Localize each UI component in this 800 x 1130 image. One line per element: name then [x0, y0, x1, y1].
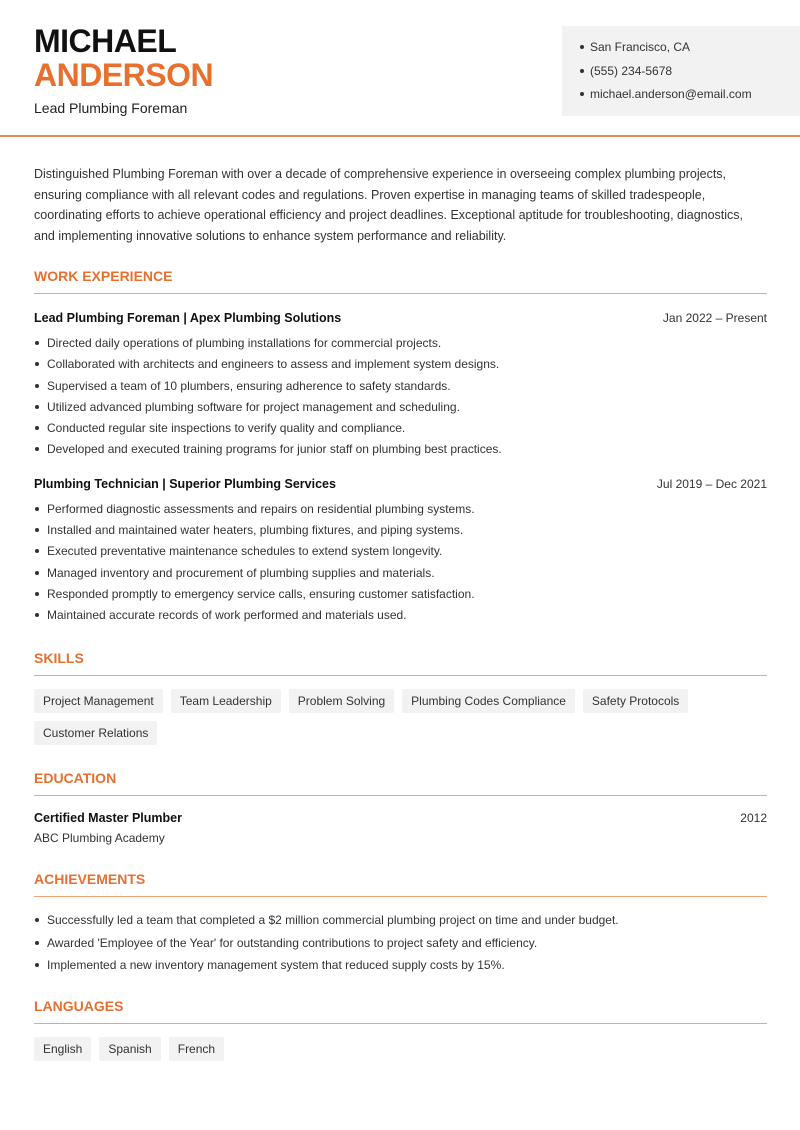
education-year: 2012 — [740, 811, 767, 825]
job-bullets — [34, 336, 767, 464]
skill-tag: Plumbing Codes Compliance — [402, 689, 575, 713]
section-title: SKILLS — [34, 648, 767, 676]
section-title: EDUCATION — [34, 768, 767, 796]
contact-location: San Francisco, CA — [580, 39, 800, 63]
list-item: Maintained accurate records of work performed and materials used. — [34, 608, 767, 629]
contact-box — [562, 26, 800, 116]
job-dates: Jul 2019 – Dec 2021 — [656, 476, 767, 491]
job-header — [34, 476, 767, 502]
education-school: ABC Plumbing Academy — [34, 831, 165, 845]
list-item: Awarded 'Employee of the Year' for outstanding contributions to project safety and efficiency. — [34, 936, 767, 959]
achievements-section — [34, 869, 767, 981]
list-item: Utilized advanced plumbing software for project management and scheduling. — [34, 400, 767, 421]
first-name: MICHAEL — [34, 23, 177, 59]
education-row — [34, 811, 767, 831]
list-item: Installed and maintained water heaters, plumbing fixtures, and piping systems. — [34, 523, 767, 544]
job-dates: Jan 2022 – Present — [662, 311, 767, 325]
list-item: Performed diagnostic assessments and repairs on residential plumbing systems. — [34, 502, 767, 523]
list-item: Developed and executed training programs for junior staff on plumbing best practices. — [34, 442, 767, 463]
skill-tag: Project Management — [34, 689, 163, 713]
contact-email[interactable]: michael.anderson@email.com — [580, 86, 800, 110]
summary-text: Distinguished Plumbing Foreman with over a decade of comprehensive experience in overseeing complex plumbing projects, ensuring compliance with all relevant codes and regulations. Proven expertise in managing teams of skilled tradespeople, coordinating efforts to achieve operational efficiency and project deadlines. Exceptional aptitude for troubleshooting, diagnostics, and implementing innovative solutions to enhance system performance and reliability. — [34, 167, 744, 244]
job-entry — [34, 310, 767, 464]
list-item: Conducted regular site inspections to verify quality and compliance. — [34, 421, 767, 442]
list-item: Implemented a new inventory management system that reduced supply costs by 15%. — [34, 958, 767, 981]
resume-header — [0, 0, 800, 137]
work-experience-section — [34, 266, 767, 630]
list-item: Collaborated with architects and engineers to assess and implement system designs. — [34, 357, 767, 378]
list-item: Directed daily operations of plumbing installations for commercial projects. — [34, 336, 767, 357]
list-item: Responded promptly to emergency service calls, ensuring customer satisfaction. — [34, 587, 767, 608]
section-title: ACHIEVEMENTS — [34, 869, 767, 897]
skill-tag: Team Leadership — [171, 689, 281, 713]
language-tag: Spanish — [99, 1037, 160, 1061]
contact-phone: (555) 234-5678 — [580, 63, 800, 87]
skill-tags — [34, 689, 767, 745]
job-role: Plumbing Technician | Superior Plumbing Services — [34, 476, 336, 491]
summary-block — [34, 164, 767, 247]
job-header — [34, 310, 767, 336]
skills-section — [34, 648, 767, 745]
education-section — [34, 768, 767, 845]
job-role: Lead Plumbing Foreman | Apex Plumbing Solutions — [34, 311, 342, 325]
skill-tag: Problem Solving — [289, 689, 394, 713]
section-title: LANGUAGES — [34, 996, 767, 1024]
language-tag: French — [169, 1037, 224, 1061]
languages-section — [34, 996, 767, 1061]
list-item: Supervised a team of 10 plumbers, ensuring adherence to safety standards. — [34, 379, 767, 400]
skill-tag: Customer Relations — [34, 721, 157, 745]
achievement-list — [34, 913, 767, 981]
list-item: Managed inventory and procurement of plumbing supplies and materials. — [34, 566, 767, 587]
job-bullets — [34, 502, 767, 630]
job-entry — [34, 476, 767, 630]
education-degree: Certified Master Plumber — [34, 811, 182, 825]
list-item: Successfully led a team that completed a $2 million commercial plumbing project on time and under budget. — [34, 913, 767, 936]
list-item: Executed preventative maintenance schedules to extend system longevity. — [34, 544, 767, 565]
skill-tag: Safety Protocols — [583, 689, 688, 713]
last-name: ANDERSON — [34, 57, 214, 93]
language-tag: English — [34, 1037, 91, 1061]
job-title: Lead Plumbing Foreman — [34, 100, 188, 116]
language-tags — [34, 1037, 767, 1061]
section-title: WORK EXPERIENCE — [34, 266, 767, 294]
